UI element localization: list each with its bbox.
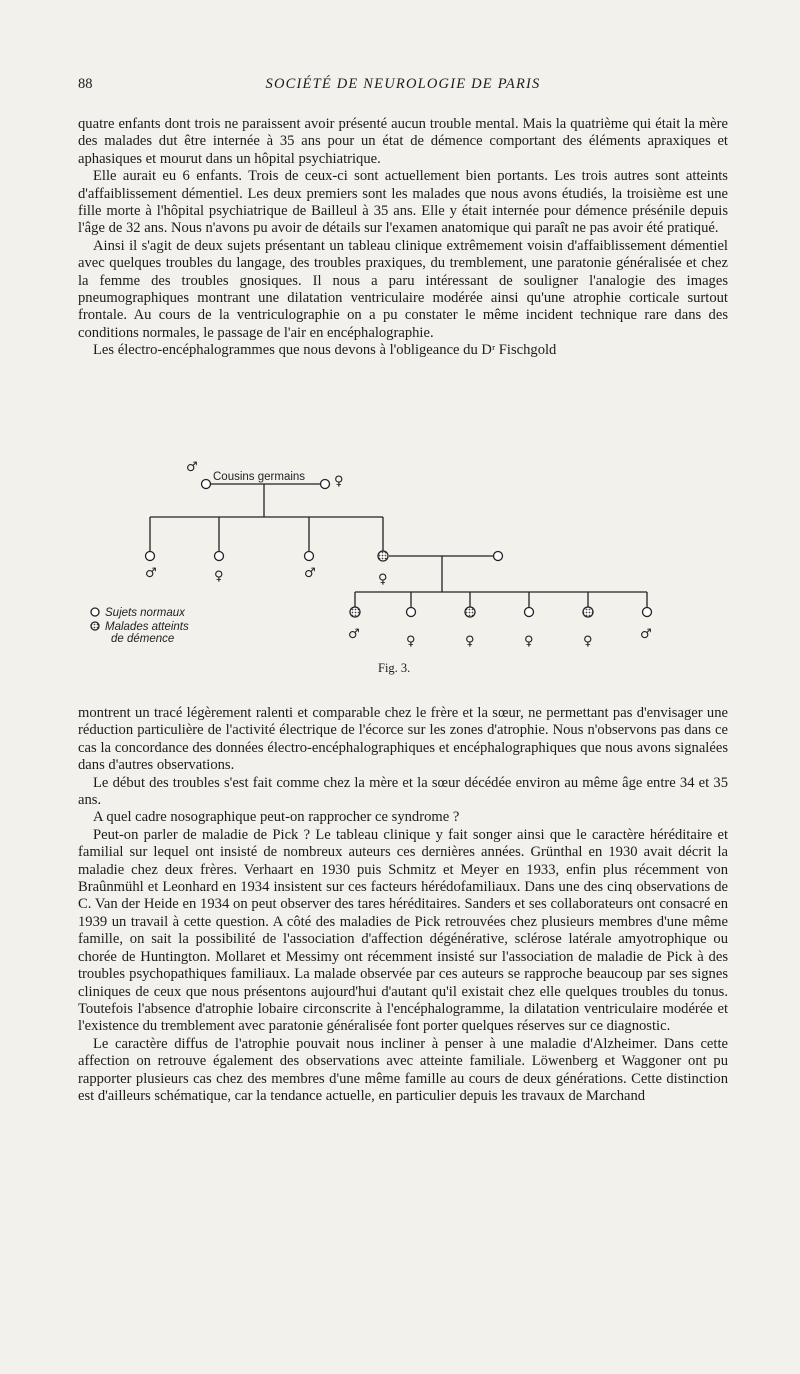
text-before-figure <box>78 116 728 360</box>
sex-sign-female: ♀ <box>214 569 224 584</box>
child-affected-male-node <box>350 607 360 617</box>
cousin-male-sign: ♂ <box>186 460 198 475</box>
figure-caption: Fig. 3. <box>378 661 411 675</box>
paragraph: montrent un tracé légèrement ralenti et comparable chez le frère et la sœur, ne permettant pas d'envisager une réduction particulière de l'activité électrique de l'écorce sur les zones d'atrophie. Nous n'observons pas dans ce cas la concordance des données électro-encéphalographiques et encéphalographiques que nous avons signalées dans d'autres observations. <box>78 705 728 774</box>
paragraph: Ainsi il s'agit de deux sujets présentant un tableau clinique extrêmement voisin d'affaiblissement démentiel avec quelques troubles du langage, des troubles praxiques, du tremblement, une paratonie généralisée et chez la femme des troubles gnosiques. Il nous a paru intéressant de souligner l'analogie des images pneumographiques montrant une dilatation ventriculaire modérée ainsi qu'une atrophie corticale surtout frontale. Au cours de la ventriculographie on a pu constater le même incident technique rare dans des conditions normales, le passage de l'air en encéphalographie. <box>78 237 728 341</box>
paragraph: Le début des troubles s'est fait comme chez la mère et la sœur décédée environ au même âge entre 34 et 35 ans. <box>78 774 728 809</box>
sibling-normal-male-node <box>305 552 314 561</box>
legend-normal-symbol <box>91 608 99 616</box>
text-after-figure <box>78 705 728 1105</box>
pedigree-figure <box>78 455 728 685</box>
paragraph: A quel cadre nosographique peut-on rapprocher ce syndrome ? <box>93 809 460 826</box>
running-title: SOCIÉTÉ DE NEUROLOGIE DE PARIS <box>265 76 541 92</box>
running-header <box>78 76 728 96</box>
sex-sign-female: ♀ <box>524 634 534 649</box>
child-normal-female-node <box>525 608 534 617</box>
legend-normal-label: Sujets normaux <box>105 607 185 619</box>
paragraph: Le caractère diffus de l'atrophie pouvait nous incliner à penser à une maladie d'Alzheimer. Dans cette affection on retrouve également des observations avec atteinte familiale. Löwenberg et Waggoner ont pu rapporter plusieurs cas chez des membres d'une même famille au cours de deux générations. Cette distinction est d'ailleurs schématique, car la tendance actuelle, en particulier depuis les travaux de Marchand <box>78 1035 728 1104</box>
legend-affected-label: Malades atteints <box>105 621 189 633</box>
pedigree-lines <box>150 484 647 608</box>
paragraph: Les électro-encéphalogrammes que nous devons à l'obligeance du Dʳ Fischgold <box>93 342 557 359</box>
sex-sign-female: ♀ <box>465 634 475 649</box>
sibling-normal-male-node <box>146 552 155 561</box>
legend-affected-symbol <box>91 622 99 630</box>
child-affected-female-node <box>583 607 593 617</box>
paragraph: Elle aurait eu 6 enfants. Trois de ceux-ci sont actuellement bien portants. Les trois autres sont atteints d'affaiblissement démentiel. Les deux premiers sont les malades que nous avons étudiés, la troisième est une fille morte à l'hôpital psychiatrique de Bailleul à 35 ans. Elle y était internée pour démence présénile depuis l'âge de 32 ans. Nous n'avons pu avoir de détails sur l'examen anatomique qui paraît ne pas avoir été pratiqué. <box>78 168 728 237</box>
sibling-normal-female-node <box>215 552 224 561</box>
paragraph: quatre enfants dont trois ne paraissent avoir présenté aucun trouble mental. Mais la quatrième qui était la mère des malades dut être internée à 35 ans pour un état de démence comportant des éléments apraxiques et aphasiques et mourut dans un hôpital psychiatrique. <box>78 116 728 167</box>
cousin-male-node <box>202 480 211 489</box>
cousins-label: Cousins germains <box>213 471 306 483</box>
child-normal-male-node <box>643 608 652 617</box>
sex-sign-female: ♀ <box>406 634 416 649</box>
sex-sign-female: ♀ <box>583 634 593 649</box>
sex-sign-male: ♂ <box>640 627 652 642</box>
cousin-female-sign: ♀ <box>334 474 344 489</box>
father-normal-node <box>494 552 503 561</box>
cousin-female-node <box>321 480 330 489</box>
sex-sign-female: ♀ <box>378 572 388 587</box>
sex-sign-male: ♂ <box>304 566 316 581</box>
page-number: 88 <box>78 76 93 92</box>
child-affected-female-node <box>465 607 475 617</box>
sex-sign-male: ♂ <box>348 627 360 642</box>
sex-sign-male: ♂ <box>145 566 157 581</box>
paragraph: Peut-on parler de maladie de Pick ? Le tableau clinique y fait songer ainsi que le caractère héréditaire et familial sur lequel ont insisté de nombreux auteurs ces dernières années. Grünthal en 1930 avait décrit la maladie chez deux frères. Verhaart en 1930 puis Schmitz et Meyer en 1933, enfin plus récemment von Braûnmühl et Leonhard en 1934 insistent sur ces facteurs hérédofamiliaux. Dans une des cinq observations de C. Van der Heide en 1934 on peut observer des tares héréditaires. Sanders et ses collaborateurs ont consacré en 1939 un travail à cette question. A côté des maladies de Pick retrouvées chez plusieurs membres d'une même famille, on sait la possibilité de l'association d'affection dégénérative, sclérose latérale amyotrophique ou chorée de Huntington. Mollaret et Messimy ont récemment insisté sur l'association de maladie de Pick à des troubles psychopathiques familiaux. La malade observée par ces auteurs se rapproche beaucoup par ses signes cliniques de ceux que nous présentons aujourd'hui d'autant qu'il existait chez elle quelques troubles du tonus. Toutefois l'absence d'atrophie lobaire circonscrite à l'encéphalogramme, la dilatation ventriculaire modérée et l'existence du tremblement avec paratonie généralisée font porter quelques réserves sur ce diagnostic. <box>78 826 728 1035</box>
legend-affected-label-cont: de démence <box>111 633 175 645</box>
child-normal-female-node <box>407 608 416 617</box>
mother-affected-node <box>378 551 388 561</box>
pedigree-chart <box>78 455 728 685</box>
